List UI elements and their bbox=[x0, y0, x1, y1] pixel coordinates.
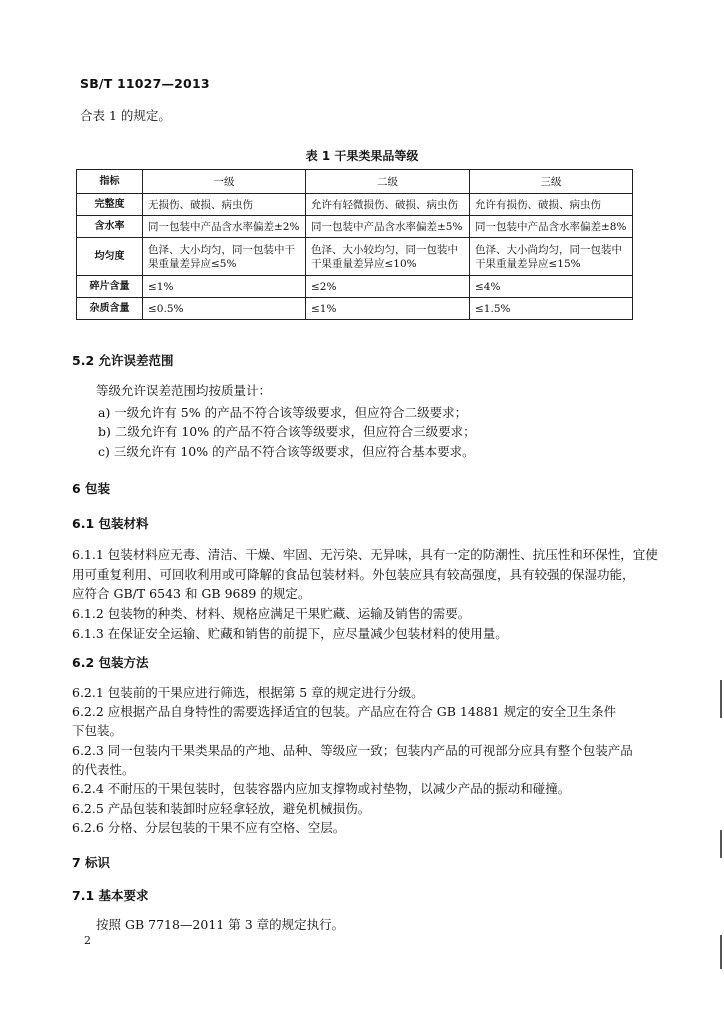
table-cell: 同一包装中产品含水率偏差±2% bbox=[143, 216, 306, 238]
scan-edge-mark bbox=[720, 680, 722, 718]
table-header-row bbox=[77, 170, 633, 194]
page-number: 2 bbox=[84, 934, 91, 947]
section-6-1-title: 6.1 包装材料 bbox=[72, 516, 149, 531]
paragraph-line: 6.1.3 在保证安全运输、贮藏和销售的前提下，应尽量减少包装材料的使用量。 bbox=[72, 626, 508, 641]
table-cell: 允许有轻微损伤、破损、病虫伤 bbox=[306, 194, 470, 216]
section-7-1-body: 按照 GB 7718—2011 第 3 章的规定执行。 bbox=[96, 917, 345, 932]
table-row-label: 均匀度 bbox=[77, 238, 143, 276]
paragraph-line: 6.1.1 包装材料应无毒、清洁、干燥、牢固、无污染、无异味，具有一定的防潮性、抗压性和环保性，宜使 bbox=[72, 547, 658, 562]
paragraph-line: 下包装。 bbox=[72, 723, 123, 738]
table-row bbox=[77, 276, 633, 298]
paragraph-line: 6.2.3 同一包装内干果类果品的产地、品种、等级应一致；包装内产品的可视部分应具有整个包装产品 bbox=[72, 743, 633, 758]
table-cell: 无损伤、破损、病虫伤 bbox=[143, 194, 306, 216]
table-row bbox=[77, 194, 633, 216]
table-cell: 色泽、大小尚均匀，同一包装中干果重量差异应≤15% bbox=[470, 238, 633, 276]
table-cell: ≤1.5% bbox=[470, 298, 633, 320]
table-cell: ≤0.5% bbox=[143, 298, 306, 320]
list-item: c) 三级允许有 10% 的产品不符合该等级要求，但应符合基本要求。 bbox=[98, 444, 475, 459]
scan-edge-mark bbox=[720, 830, 722, 858]
table-cell: ≤1% bbox=[306, 298, 470, 320]
paragraph-line: 6.2.2 应根据产品自身特性的需要选择适宜的包装。产品应在符合 GB 14881 规定的安全卫生条件 bbox=[72, 704, 617, 719]
section-5-2-lead: 等级允许误差范围均按质量计： bbox=[96, 383, 272, 398]
paragraph-line: 用可重复利用、可回收利用或可降解的食品包装材料。外包装应具有较高强度，具有较强的保湿功能， bbox=[72, 567, 635, 582]
table-header-cell: 二级 bbox=[306, 170, 470, 194]
section-7-title: 7 标识 bbox=[72, 855, 111, 870]
table-cell: ≤4% bbox=[470, 276, 633, 298]
paragraph-line: 应符合 GB/T 6543 和 GB 9689 的规定。 bbox=[72, 586, 311, 601]
paragraph-line: 6.2.4 不耐压的干果包装时，包装容器内应加支撑物或衬垫物，以减少产品的振动和碰撞。 bbox=[72, 781, 571, 796]
paragraph-line: 的代表性。 bbox=[72, 762, 135, 777]
table-row-label: 含水率 bbox=[77, 216, 143, 238]
table-row bbox=[77, 298, 633, 320]
table-header-cell: 三级 bbox=[470, 170, 633, 194]
scan-edge-mark bbox=[720, 935, 722, 969]
section-6-title: 6 包装 bbox=[72, 481, 111, 496]
table-row-label: 碎片含量 bbox=[77, 276, 143, 298]
table-cell: 允许有损伤、破损、病虫伤 bbox=[470, 194, 633, 216]
table-row-label: 杂质含量 bbox=[77, 298, 143, 320]
paragraph-line: 6.1.2 包装物的种类、材料、规格应满足干果贮藏、运输及销售的需要。 bbox=[72, 606, 471, 621]
section-6-2-title: 6.2 包装方法 bbox=[72, 655, 149, 670]
section-5-2-title: 5.2 允许误差范围 bbox=[72, 353, 174, 368]
table-row-label: 完整度 bbox=[77, 194, 143, 216]
table-row bbox=[77, 238, 633, 276]
table-cell: 色泽、大小均匀，同一包装中干果重量差异应≤5% bbox=[143, 238, 306, 276]
table-header-cell: 指标 bbox=[77, 170, 143, 194]
table-cell: 同一包装中产品含水率偏差±8% bbox=[470, 216, 633, 238]
section-7-1-title: 7.1 基本要求 bbox=[72, 888, 149, 903]
table-row bbox=[77, 216, 633, 238]
table-cell: 色泽、大小较均匀，同一包装中干果重量差异应≤10% bbox=[306, 238, 470, 276]
table-caption: 表 1 干果类果品等级 bbox=[305, 149, 419, 163]
standard-number: SB/T 11027—2013 bbox=[80, 76, 210, 91]
paragraph-line: 6.2.5 产品包装和装卸时应轻拿轻放，避免机械损伤。 bbox=[72, 801, 371, 816]
table-cell: 同一包装中产品含水率偏差±5% bbox=[306, 216, 470, 238]
list-item: a) 一级允许有 5% 的产品不符合该等级要求，但应符合二级要求； bbox=[98, 405, 468, 420]
grade-table bbox=[76, 169, 633, 320]
table-cell: ≤1% bbox=[143, 276, 306, 298]
intro-text: 合表 1 的规定。 bbox=[80, 108, 171, 123]
list-item: b) 二级允许有 10% 的产品不符合该等级要求，但应符合三级要求； bbox=[98, 424, 476, 439]
paragraph-line: 6.2.6 分格、分层包装的干果不应有空格、空层。 bbox=[72, 820, 346, 835]
table-cell: ≤2% bbox=[306, 276, 470, 298]
paragraph-line: 6.2.1 包装前的干果应进行筛选，根据第 5 章的规定进行分级。 bbox=[72, 685, 424, 700]
table-header-cell: 一级 bbox=[143, 170, 306, 194]
